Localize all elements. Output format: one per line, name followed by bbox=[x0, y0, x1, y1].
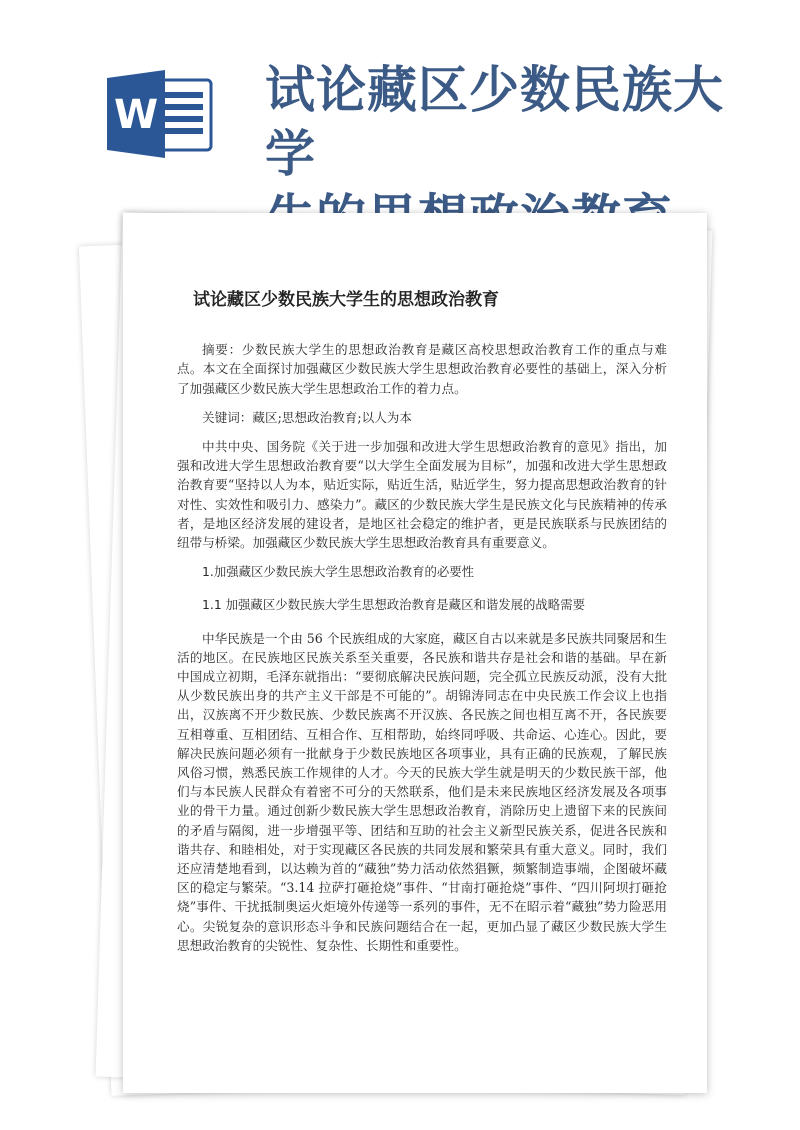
document-page bbox=[123, 213, 707, 1093]
keywords-line: 关键词：藏区;思想政治教育;以人为本 bbox=[202, 409, 412, 425]
header-banner bbox=[0, 0, 800, 200]
document-preview bbox=[95, 205, 710, 1105]
body-paragraph: 中华民族是一个由 56 个民族组成的大家庭，藏区自古以来就是多民族共同聚居和生活的地区。在民族地区民族关系至关重要，各民族和谐共存是社会和谐的基础。早在新中国成立初期，毛泽东就指出：“要彻底解决民族问题，完全孤立民族反动派，没有大批从少数民族出身的共产主义干部是不可能的”。胡锦涛同志在中央民族工作会议上也指出，汉族离不开少数民族、少数民族离不开汉族、各民族之间也相互离不开，各民族要互相尊重、互相团结、互相合作、互相帮助，始终同呼吸、共命运、心连心。因此，要解决民族问题必须有一批献身于少数民族地区各项事业，具有正确的民族观，了解民族风俗习惯，熟悉民族工作规律的人才。今天的民族大学生就是明天的少数民族干部，他们与本民族人民群众有着密不可分的天然联系，他们是未来民族地区经济发展及各项事业的骨干力量。通过创新少数民族大学生思想政治教育，消除历史上遗留下来的民族间的矛盾与隔阂，进一步增强平等、团结和互助的社会主义新型民族关系，促进各民族和谐共存、和睦相处，对于实现藏区各民族的共同发展和繁荣具有重大意义。同时，我们还应清楚地看到，以达赖为首的“藏独”势力活动依然猖獗，频繁制造事端，企图破坏藏区的稳定与繁荣。“3.14 拉萨打砸抢烧”事件、“甘南打砸抢烧”事件、“四川阿坝打砸抢烧”事件、干扰抵制奥运火炬境外传递等一系列的事件，无不在昭示着“藏独”势力险恶用心。尖锐复杂的意识形态斗争和民族问题结合在一起，更加凸显了藏区少数民族大学生思想政治教育的尖锐性、复杂性、长期性和重要性。 bbox=[177, 630, 667, 953]
section-heading: 1.加强藏区少数民族大学生思想政治教育的必要性 bbox=[202, 564, 475, 580]
header-title-line1: 试论藏区少数民族大学 bbox=[265, 61, 724, 183]
document-body bbox=[177, 273, 667, 965]
subsection-heading: 1.1 加强藏区少数民族大学生思想政治教育是藏区和谐发展的战略需要 bbox=[202, 597, 585, 613]
svg-text:W: W bbox=[113, 92, 159, 138]
word-document-icon bbox=[103, 70, 215, 158]
abstract-paragraph: 摘要：少数民族大学生的思想政治教育是藏区高校思想政治教育工作的重点与难点。本文在全面探讨加强藏区少数民族大学生思想政治教育必要性的基础上，深入分析了加强藏区少数民族大学生思想政治工作的着力点。 bbox=[177, 342, 667, 396]
body-paragraph: 中共中央、国务院《关于进一步加强和改进大学生思想政治教育的意见》指出，加强和改进大学生思想政治教育要“以大学生全面发展为目标”，加强和改进大学生思想政治教育要“坚持以人为本，贴近实际，贴近生活，贴近学生，努力提高思想政治教育的针对性、实效性和吸引力、感染力”。藏区的少数民族大学生是民族文化与民族精神的传承者，是地区经济发展的建设者，是地区社会稳定的维护者，更是民族联系与民族团结的纽带与桥梁。加强藏区少数民族大学生思想政治教育具有重要意义。 bbox=[177, 439, 667, 551]
document-title: 试论藏区少数民族大学生的思想政治教育 bbox=[193, 290, 499, 310]
